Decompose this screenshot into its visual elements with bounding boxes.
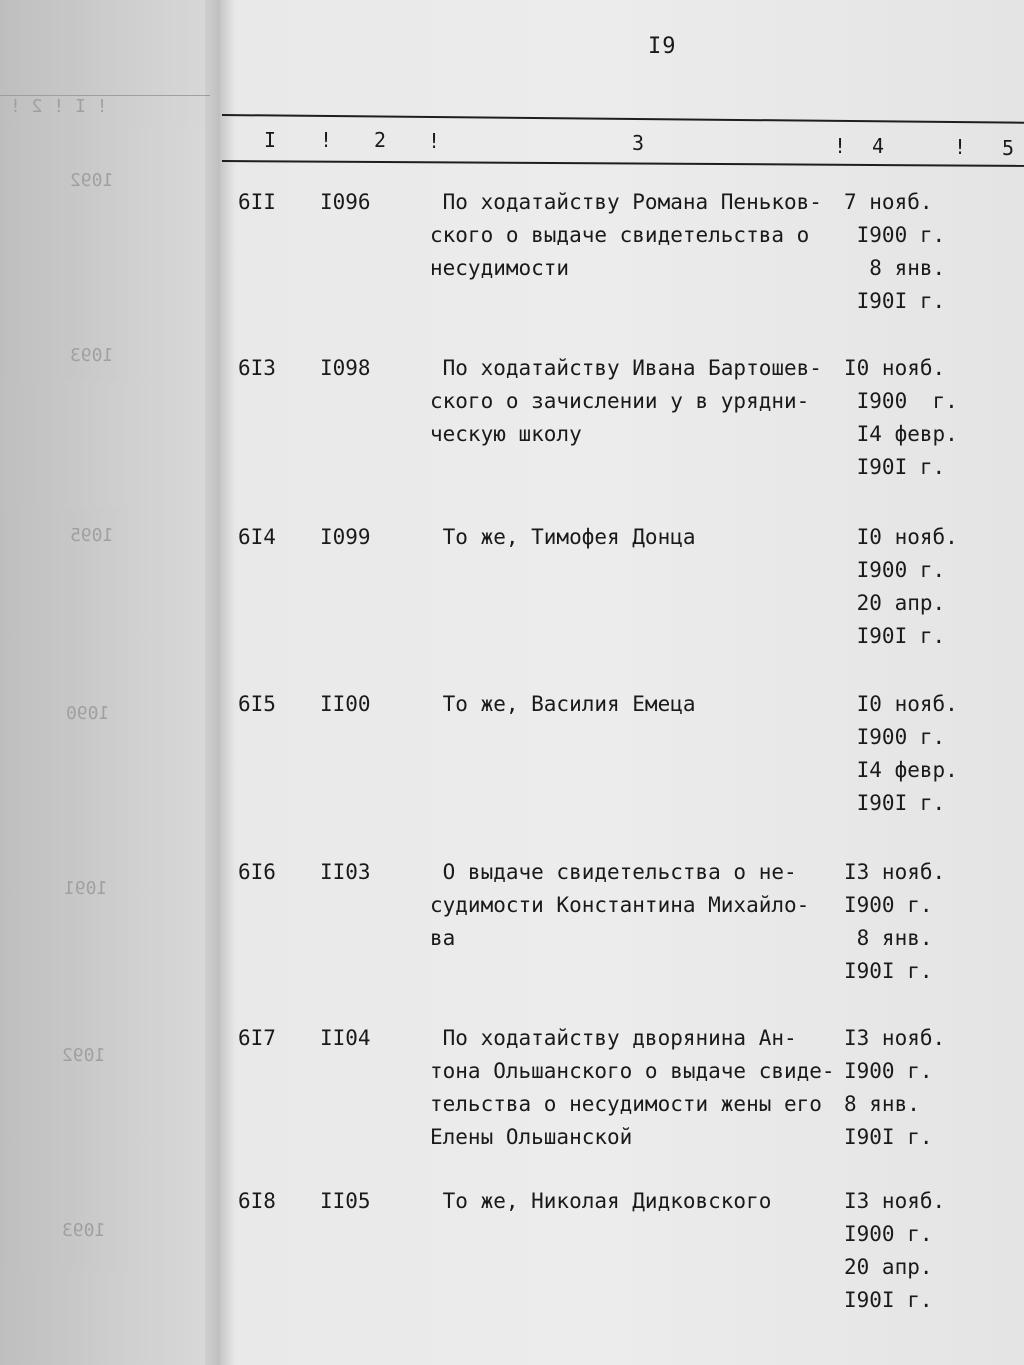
register-page [222,0,1024,1365]
entry-number: 6I4 [238,525,276,549]
file-number: II00 [320,692,371,716]
entry-description: То же, Николая Дидковского [430,1189,772,1213]
file-number: I098 [320,356,371,380]
entry-dates: I0 нояб. I900 г. 20 апр. I90I г. [856,525,958,648]
entry-dates: I3 нояб. I900 г. 8 янв. I90I г. [844,1026,946,1149]
entry-description: По ходатайству дворянина Ан- тона Ольшанского о выдаче свиде- тельства о несудимости жены его Елены Ольшанской [430,1026,835,1149]
entry-dates: I0 нояб. I900 г. I4 февр. I90I г. [844,356,958,479]
bleed-item: 1091 [64,878,108,899]
entry-description: То же, Тимофея Донца [430,525,696,549]
column-separator: ! [320,128,333,152]
column-separator: ! [428,129,441,153]
entry-number: 6I5 [238,692,276,716]
page-number: I9 [648,34,677,59]
bleed-header-text: ! I ! 2 ! [10,96,108,117]
entry-number: 6I6 [238,860,276,884]
file-number: II04 [320,1026,371,1050]
entry-number: 6I3 [238,356,276,380]
entry-description: По ходатайству Ивана Бартошев- ского о зачислении у в урядни- ческую школу [430,356,822,446]
column-separator: ! [954,135,967,159]
file-number: II05 [320,1189,371,1213]
column-header-1: I [264,128,277,152]
header-bottom-rule [222,160,1024,167]
file-number: II03 [320,860,371,884]
entry-dates: 7 нояб. I900 г. 8 янв. I90I г. [844,190,946,313]
bleed-item: 1093 [70,345,114,366]
column-header-5: 5 [1002,136,1015,160]
entry-dates: I3 нояб. I900 г. 8 янв. I90I г. [844,860,946,983]
entry-dates: I3 нояб. I900 г. 20 апр. I90I г. [844,1189,946,1312]
column-header-4: 4 [872,134,885,158]
bleed-item: 1093 [62,1220,106,1241]
bleed-item: 1092 [62,1045,106,1066]
entry-number: 6I7 [238,1026,276,1050]
entry-description: То же, Василия Емеца [430,692,696,716]
bleed-item: 1092 [70,170,114,191]
file-number: I096 [320,190,371,214]
bleed-item: 1090 [66,703,110,724]
entry-description: По ходатайству Романа Пеньков- ского о выдаче свидетельства о несудимости [430,190,822,280]
file-number: I099 [320,525,371,549]
header-top-rule [222,114,1024,124]
entry-dates: I0 нояб. I900 г. I4 февр. I90I г. [856,692,958,815]
bleed-item: 1095 [70,525,114,546]
column-header-3: 3 [632,131,645,155]
column-separator: ! [834,134,847,158]
entry-description: О выдаче свидетельства о не- судимости Константина Михайло- ва [430,860,810,950]
previous-page-bleed [0,0,220,1365]
column-header-2: 2 [374,128,387,152]
entry-number: 6II [238,190,276,214]
entry-number: 6I8 [238,1189,276,1213]
